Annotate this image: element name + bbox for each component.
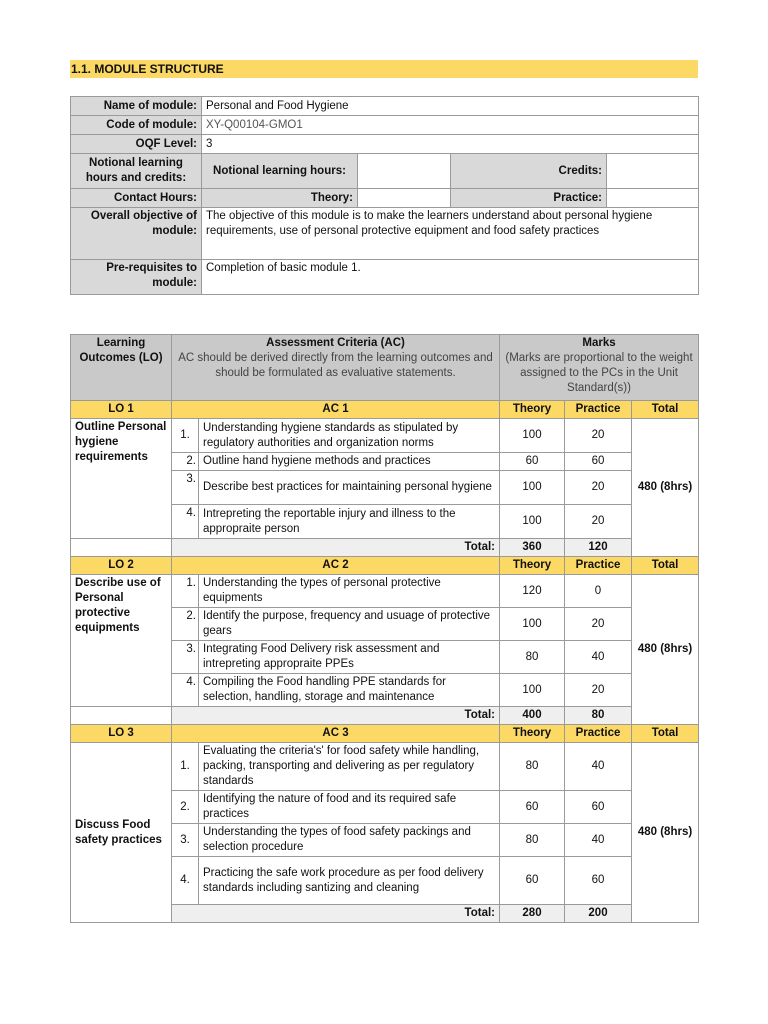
ac-label: AC 2 — [172, 557, 500, 575]
col-theory: Theory — [500, 725, 565, 743]
objective-label: Overall objective of module: — [71, 208, 202, 260]
item-number: 2. — [172, 453, 199, 471]
item-practice: 40 — [565, 743, 632, 791]
col-practice: Practice — [565, 401, 632, 419]
module-code-label: Code of module: — [71, 116, 202, 135]
item-text: Compiling the Food handling PPE standards for selection, handling, storage and maintenance — [199, 674, 500, 707]
oqf-level-label: OQF Level: — [71, 135, 202, 154]
item-theory: 100 — [500, 505, 565, 539]
col-total: Total — [632, 557, 699, 575]
item-theory: 100 — [500, 419, 565, 453]
theory-label: Theory: — [202, 189, 358, 208]
header-marks-subtitle: (Marks are proportional to the weight assigned to the PCs in the Unit Standard(s)) — [505, 352, 693, 394]
practice-label: Practice: — [451, 189, 607, 208]
item-practice: 0 — [565, 575, 632, 608]
lo-label: LO 2 — [71, 557, 172, 575]
theory-value — [358, 189, 451, 208]
module-info-table — [70, 96, 699, 295]
item-theory: 80 — [500, 641, 565, 674]
credits-value — [607, 154, 699, 189]
lo-total: 480 (8hrs) — [632, 575, 699, 725]
total-practice: 200 — [565, 905, 632, 923]
item-number: 4. — [172, 857, 199, 905]
item-text: Practicing the safe work procedure as per food delivery standards including santizing and cleaning — [199, 857, 500, 905]
col-total: Total — [632, 401, 699, 419]
item-theory: 100 — [500, 471, 565, 505]
ac-label: AC 3 — [172, 725, 500, 743]
lo-label: LO 1 — [71, 401, 172, 419]
header-assessment-criteria — [172, 335, 500, 401]
item-number: 1. — [172, 743, 199, 791]
lo-description: Describe use of Personal protective equipments — [71, 575, 172, 707]
item-text: Understanding the types of personal protective equipments — [199, 575, 500, 608]
lo-description: Outline Personal hygiene requirements — [71, 419, 172, 539]
item-practice: 60 — [565, 791, 632, 824]
item-text: Understanding the types of food safety packings and selection procedure — [199, 824, 500, 857]
lo-label: LO 3 — [71, 725, 172, 743]
item-text: Evaluating the criteria's' for food safety while handling, packing, transporting and delivering as per regulatory standards — [199, 743, 500, 791]
item-number: 4. — [172, 674, 199, 707]
lo-description: Discuss Food safety practices — [71, 743, 172, 923]
section-title: 1.1. MODULE STRUCTURE — [70, 60, 698, 78]
item-text: Describe best practices for maintaining personal hygiene — [199, 471, 500, 505]
item-number: 2. — [172, 791, 199, 824]
notional-learning-label: Notional learning hours and credits: — [71, 154, 202, 189]
item-practice: 60 — [565, 857, 632, 905]
total-label: Total: — [172, 539, 500, 557]
item-text: Identifying the nature of food and its required safe practices — [199, 791, 500, 824]
item-theory: 80 — [500, 743, 565, 791]
item-text: Integrating Food Delivery risk assessment and intrepreting appropraite PPEs — [199, 641, 500, 674]
assessment-table — [70, 334, 699, 923]
item-theory: 60 — [500, 791, 565, 824]
item-number: 2. — [172, 608, 199, 641]
item-number: 3. — [172, 824, 199, 857]
item-practice: 60 — [565, 453, 632, 471]
total-practice: 80 — [565, 707, 632, 725]
item-text: Intrepreting the reportable injury and illness to the appropraite person — [199, 505, 500, 539]
total-theory: 400 — [500, 707, 565, 725]
objective-value: The objective of this module is to make the learners understand about personal hygiene requirements, use of personal protective equipment and food safety practices — [202, 208, 699, 260]
item-theory: 60 — [500, 857, 565, 905]
credits-label: Credits: — [451, 154, 607, 189]
item-practice: 20 — [565, 674, 632, 707]
item-number: 3. — [172, 641, 199, 674]
total-theory: 280 — [500, 905, 565, 923]
ac-label: AC 1 — [172, 401, 500, 419]
prerequisites-value: Completion of basic module 1. — [202, 260, 699, 295]
item-text: Understanding hygiene standards as stipulated by regulatory authorities and organization norms — [199, 419, 500, 453]
item-theory: 100 — [500, 674, 565, 707]
item-practice: 20 — [565, 505, 632, 539]
item-practice: 20 — [565, 471, 632, 505]
total-practice: 120 — [565, 539, 632, 557]
col-total: Total — [632, 725, 699, 743]
item-number: 1. — [172, 419, 199, 453]
contact-hours-label: Contact Hours: — [71, 189, 202, 208]
item-theory: 100 — [500, 608, 565, 641]
item-theory: 60 — [500, 453, 565, 471]
lo-blank — [71, 539, 172, 557]
col-theory: Theory — [500, 401, 565, 419]
module-name-label: Name of module: — [71, 97, 202, 116]
header-ac-title: Assessment Criteria (AC) — [266, 337, 405, 349]
item-text: Outline hand hygiene methods and practices — [199, 453, 500, 471]
notional-hours-value — [358, 154, 451, 189]
item-number: 3. — [172, 471, 199, 505]
item-practice: 40 — [565, 824, 632, 857]
col-practice: Practice — [565, 557, 632, 575]
lo-total: 480 (8hrs) — [632, 419, 699, 557]
header-marks-title: Marks — [582, 337, 616, 349]
total-label: Total: — [172, 707, 500, 725]
item-practice: 40 — [565, 641, 632, 674]
header-marks — [500, 335, 699, 401]
header-ac-subtitle: AC should be derived directly from the learning outcomes and should be formulated as evaluative statements. — [178, 352, 493, 379]
prerequisites-label: Pre-requisites to module: — [71, 260, 202, 295]
total-theory: 360 — [500, 539, 565, 557]
item-practice: 20 — [565, 419, 632, 453]
practice-value — [607, 189, 699, 208]
total-label: Total: — [172, 905, 500, 923]
col-theory: Theory — [500, 557, 565, 575]
oqf-level-value: 3 — [202, 135, 699, 154]
col-practice: Practice — [565, 725, 632, 743]
item-theory: 120 — [500, 575, 565, 608]
lo-blank — [71, 707, 172, 725]
module-name-value: Personal and Food Hygiene — [202, 97, 699, 116]
item-number: 4. — [172, 505, 199, 539]
item-text: Identify the purpose, frequency and usuage of protective gears — [199, 608, 500, 641]
item-practice: 20 — [565, 608, 632, 641]
item-theory: 80 — [500, 824, 565, 857]
module-code-value: XY-Q00104-GMO1 — [202, 116, 699, 135]
header-learning-outcomes: Learning Outcomes (LO) — [71, 335, 172, 401]
lo-total: 480 (8hrs) — [632, 743, 699, 923]
item-number: 1. — [172, 575, 199, 608]
notional-hours-label: Notional learning hours: — [202, 154, 358, 189]
